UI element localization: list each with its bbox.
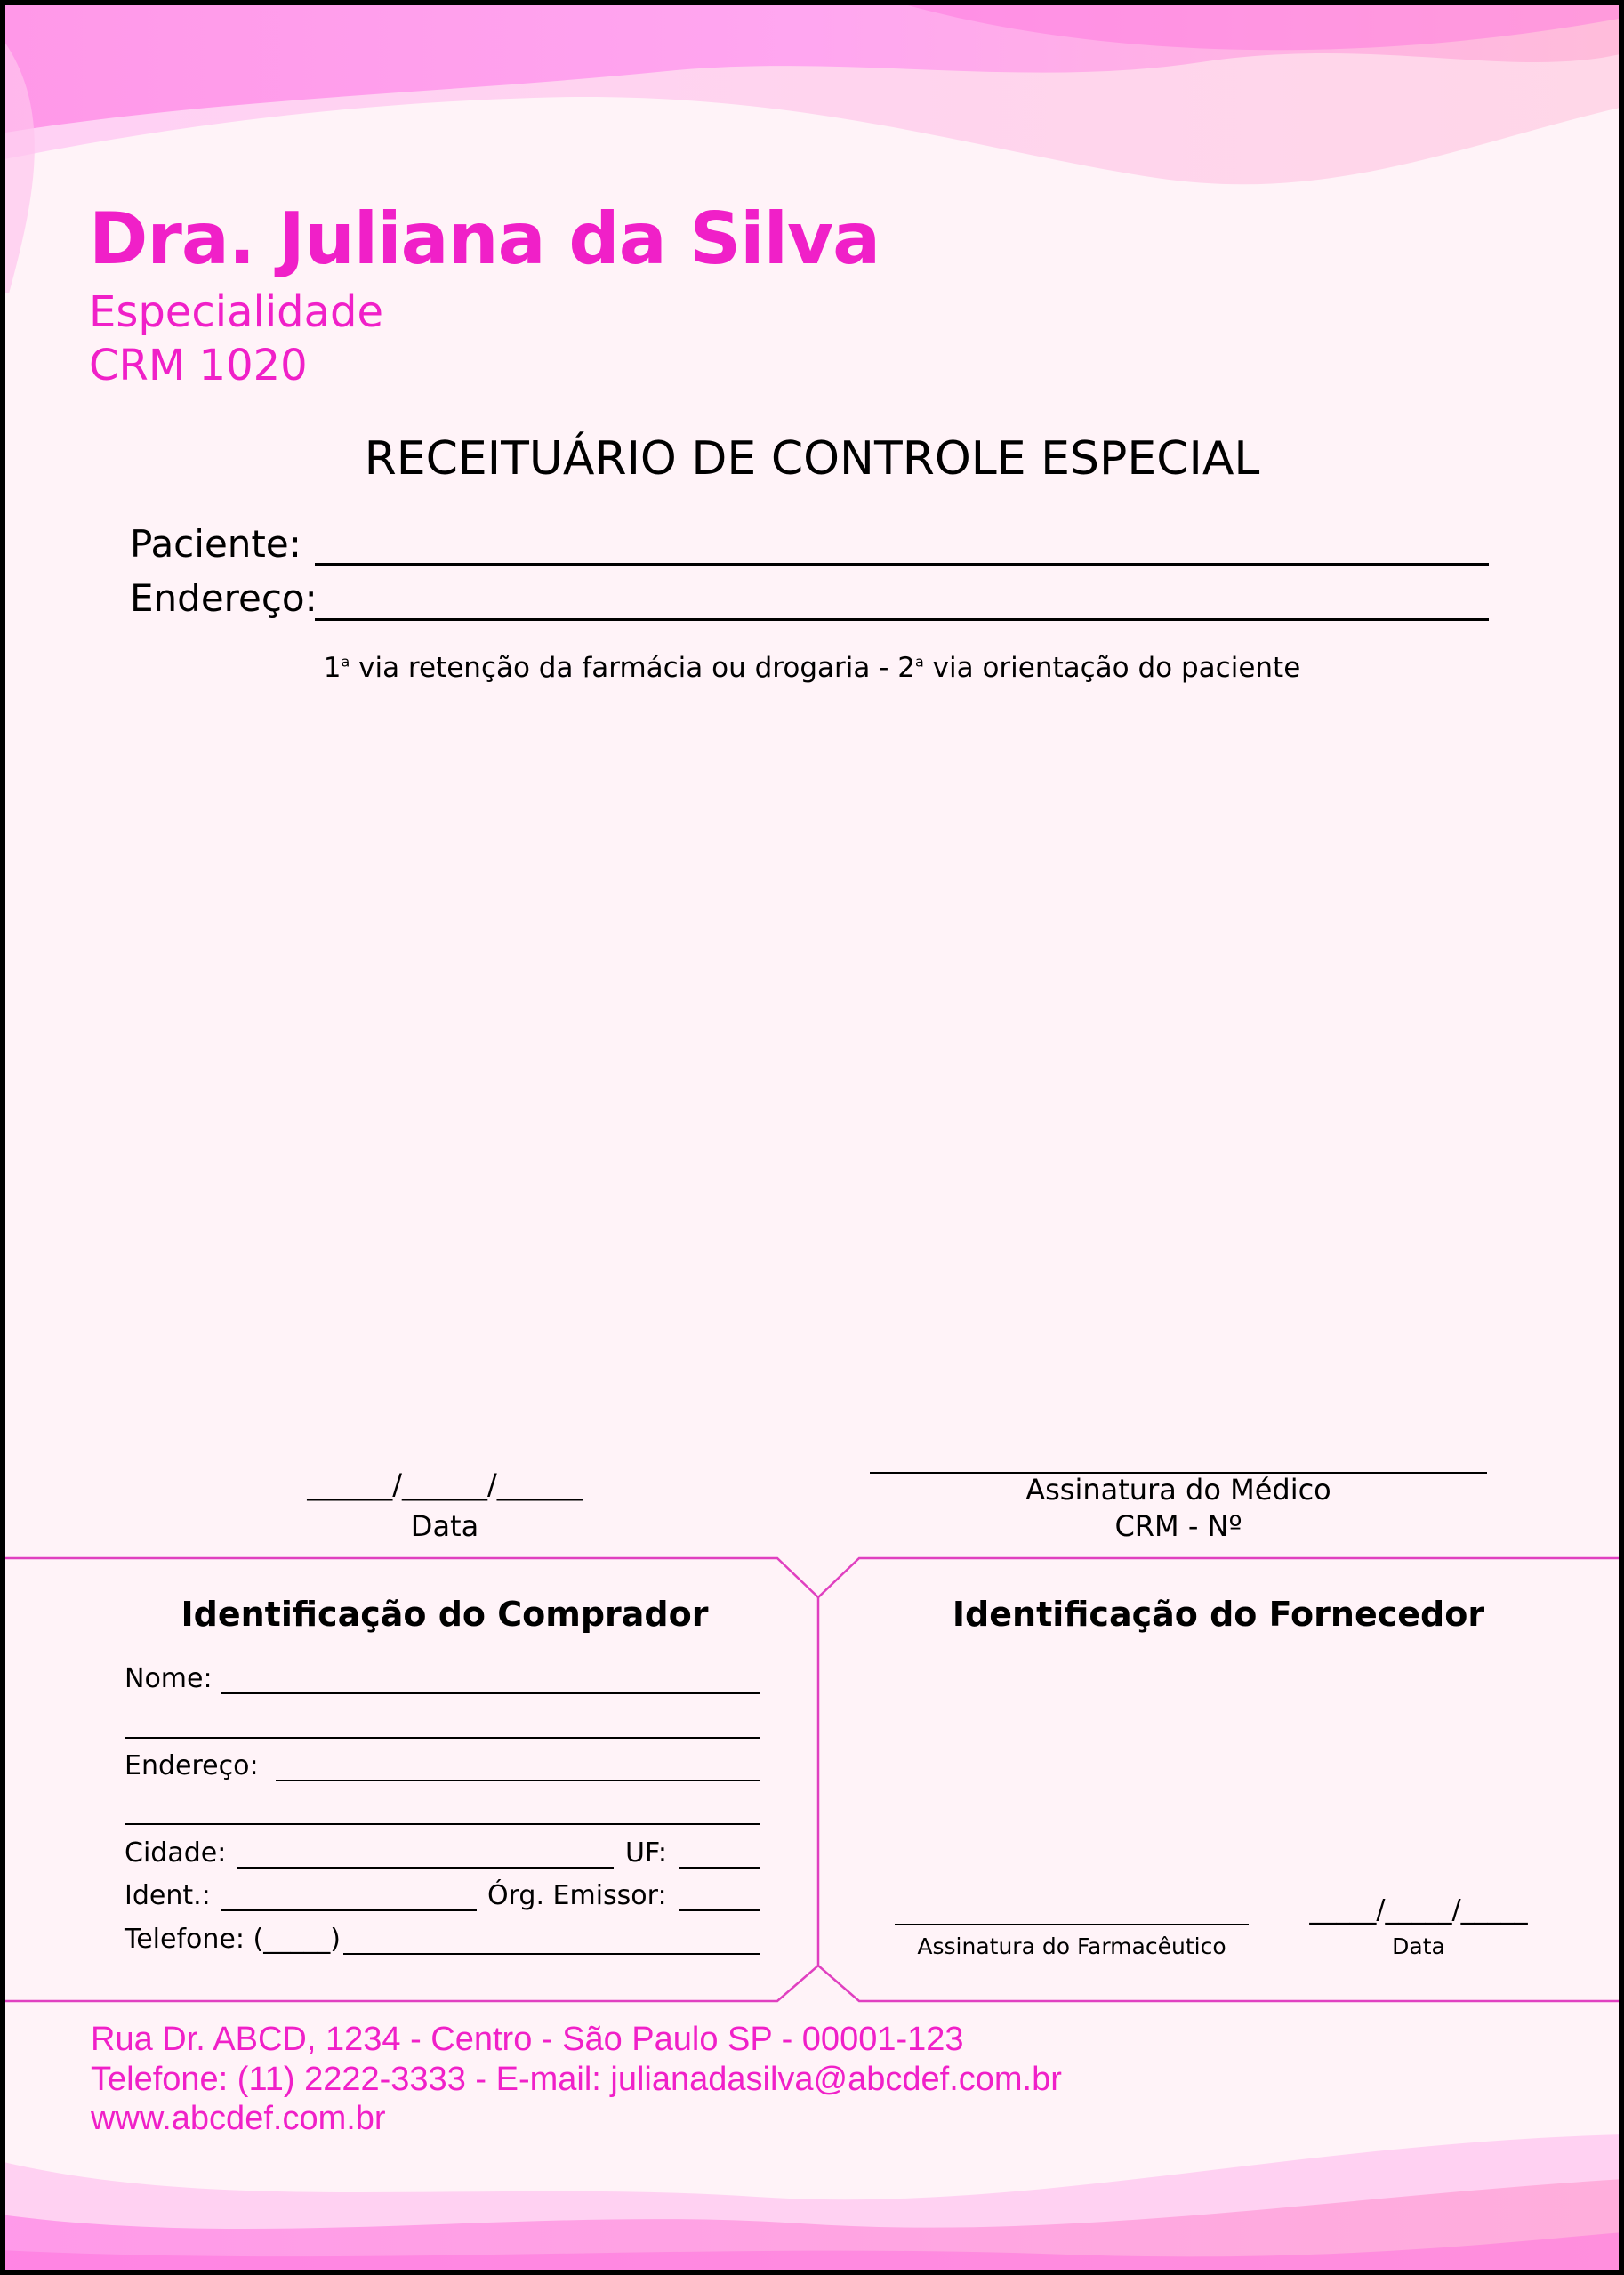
buyer-name-label: Nome: <box>125 1663 213 1694</box>
buyer-section-title: Identificação do Comprador <box>181 1595 709 1634</box>
buyer-name-line[interactable] <box>221 1692 760 1694</box>
buyer-phone-line[interactable] <box>343 1953 760 1955</box>
address-label: Endereço: <box>130 576 318 620</box>
buyer-city-label: Cidade: <box>125 1837 227 1869</box>
footer-contact: Telefone: (11) 2222-3333 - E-mail: julianadasilva@abcdef.com.br <box>91 2061 1062 2098</box>
address-line[interactable] <box>315 618 1489 621</box>
doctor-crm-label: CRM - Nº <box>1114 1509 1242 1543</box>
supplier-date-blanks[interactable]: _____/_____/_____ <box>1309 1894 1528 1925</box>
buyer-phone-label: Telefone: (_____) <box>125 1924 341 1955</box>
via-note: 1$^a$ via retenção da farmácia ou drogaria - 2$^a$ via orientação do paciente <box>323 652 1301 684</box>
supplier-section-title: Identificação do Fornecedor <box>952 1595 1485 1634</box>
doctor-specialty: Especialidade <box>89 287 384 337</box>
patient-line[interactable] <box>315 563 1489 566</box>
buyer-name-line-2[interactable] <box>125 1737 760 1739</box>
buyer-issuer-label: Órg. Emissor: <box>487 1880 667 1911</box>
bottom-wave-decoration <box>0 2117 1624 2275</box>
supplier-date-label: Data <box>1392 1933 1445 1959</box>
doctor-crm: CRM 1020 <box>89 341 308 390</box>
buyer-phone-area-code[interactable]: (_____) <box>253 1924 341 1955</box>
footer-website[interactable]: www.abcdef.com.br <box>91 2100 386 2137</box>
buyer-uf-line[interactable] <box>679 1867 760 1869</box>
date-label: Data <box>410 1509 479 1543</box>
buyer-address-line[interactable] <box>276 1780 760 1781</box>
buyer-city-line[interactable] <box>237 1867 614 1869</box>
footer-address: Rua Dr. ABCD, 1234 - Centro - São Paulo SP - 00001-123 <box>91 2021 964 2058</box>
buyer-ident-label: Ident.: <box>125 1880 211 1911</box>
pharmacist-signature-line[interactable] <box>895 1924 1249 1925</box>
buyer-address-label: Endereço: <box>125 1750 259 1781</box>
buyer-ident-line[interactable] <box>221 1909 477 1911</box>
date-blanks[interactable]: ______/______/______ <box>307 1467 583 1501</box>
buyer-address-line-2[interactable] <box>125 1823 760 1825</box>
document-title: RECEITUÁRIO DE CONTROLE ESPECIAL <box>364 432 1260 486</box>
doctor-name: Dra. Juliana da Silva <box>89 197 880 280</box>
patient-label: Paciente: <box>130 522 301 566</box>
buyer-issuer-line[interactable] <box>679 1909 760 1911</box>
doctor-signature-label: Assinatura do Médico <box>1025 1473 1331 1507</box>
buyer-uf-label: UF: <box>625 1837 667 1869</box>
pharmacist-signature-label: Assinatura do Farmacêutico <box>917 1933 1226 1959</box>
